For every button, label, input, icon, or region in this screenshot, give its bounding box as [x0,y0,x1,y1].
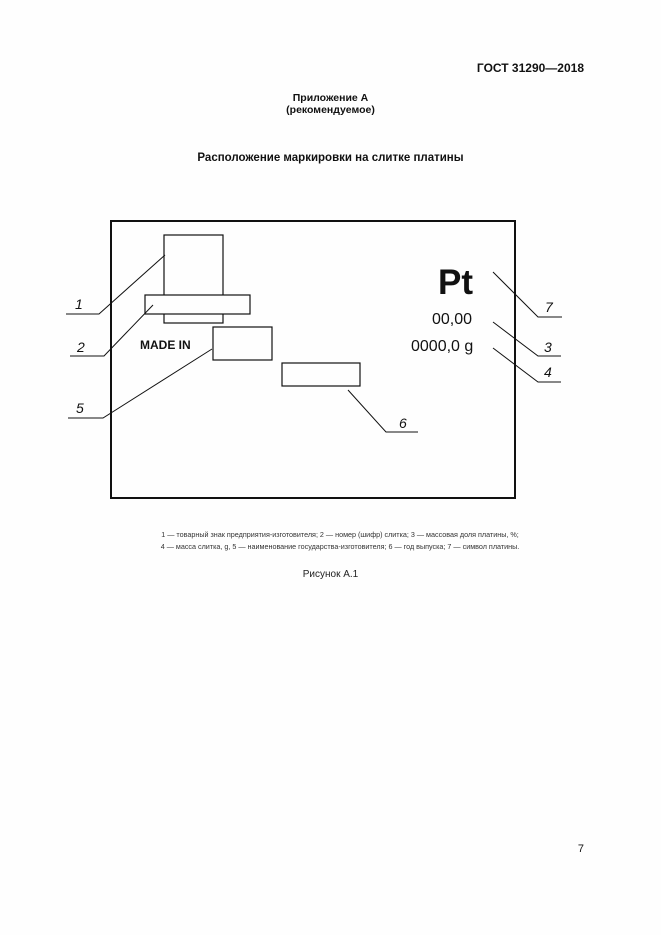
platinum-symbol: Pt [438,263,473,302]
ingot-mass-text: 0000,0 g [411,338,474,355]
country-box [213,327,272,360]
figure-label: Рисунок А.1 [302,569,359,580]
callout-4: 4 [544,364,552,380]
callout-3: 3 [544,339,552,355]
document-code: ГОСТ 31290—2018 [476,61,584,75]
leader-line-6 [348,390,418,432]
callout-7: 7 [545,299,553,315]
callout-2: 2 [77,339,85,355]
callout-6: 6 [399,415,407,431]
page-number: 7 [577,843,584,855]
callout-5: 5 [76,400,84,416]
year-box [282,363,360,386]
appendix-title: Приложение А [292,92,369,104]
leader-line-5 [68,349,212,418]
mass-fraction-text: 00,00 [432,311,473,328]
ingot-number-box [145,295,250,314]
figure-legend-line-1: 1 — товарный знак предприятия-изготовителя; 2 — номер (шифр) слитка; 3 — массовая доля платины, %; [161,530,519,539]
callout-1: 1 [75,296,83,312]
figure-legend-line-2: 4 — масса слитка, g, 5 — наименование государства-изготовителя; 6 — год выпуска; 7 — символ платины. [160,542,520,551]
appendix-status: (рекомендуемое) [286,104,375,116]
made-in-text: MADE IN [140,338,191,352]
figure-title: Расположение маркировки на слитке платины [197,152,464,164]
